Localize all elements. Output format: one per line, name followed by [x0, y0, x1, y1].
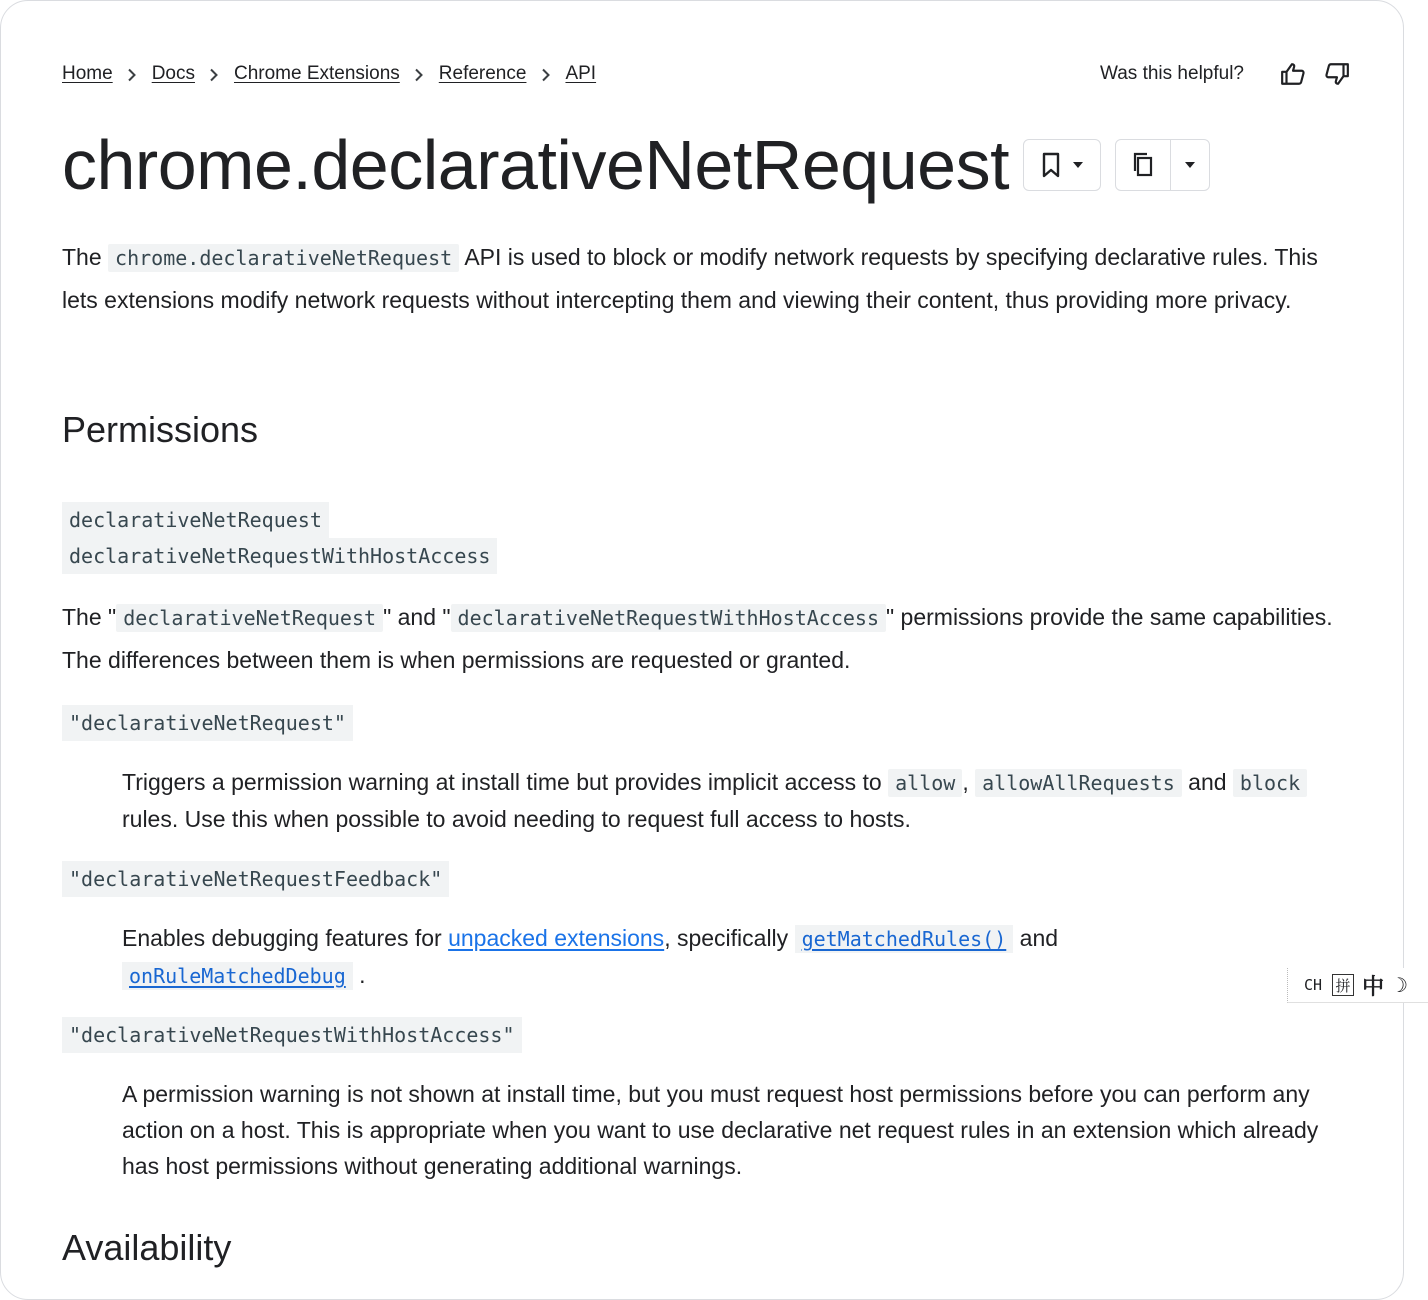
bookmark-button[interactable]: [1024, 140, 1100, 190]
desc-and: and: [1188, 769, 1227, 795]
availability-heading: Availability: [62, 1227, 232, 1268]
intro-text-post: API is used to block or modify network requests by specifying declarative rules. This lets extensions modify network requests without intercepting them and viewing their content, thus providing more privacy.: [62, 244, 1318, 313]
term-declarativenetrequestwithhostaccess-desc: A permission warning is not shown at install time, but you must request host permissions before you can perform any action on a host. This is appropriate when you want to use declarative net request rules in an extension which already has host permissions without generating additional warnings.: [122, 1081, 1319, 1179]
breadcrumb-reference[interactable]: Reference: [438, 63, 527, 84]
thumb-up-icon[interactable]: [1278, 59, 1308, 89]
term-declarativenetrequest-desc: [122, 764, 1342, 837]
chevron-right-icon: [113, 64, 152, 85]
ime-toolbar: [1287, 968, 1428, 1003]
chevron-right-icon: [526, 64, 565, 85]
ime-moon-icon[interactable]: ☽: [1390, 974, 1409, 997]
intro-text-pre: The: [62, 244, 102, 270]
code-block: block: [1233, 769, 1307, 797]
perm-para-code1: declarativeNetRequest: [116, 604, 383, 632]
perm-para-pre: The ": [62, 604, 117, 630]
term-declarativenetrequestwithhostaccess: "declarativeNetRequestWithHostAccess": [62, 1017, 522, 1053]
helpful-label: Was this helpful?: [1100, 63, 1244, 84]
desc-text: Enables debugging features for: [122, 925, 442, 951]
copy-icon: [1130, 151, 1156, 179]
perm-para-code2: declarativeNetRequestWithHostAccess: [451, 604, 886, 632]
unpacked-extensions-link[interactable]: unpacked extensions: [448, 925, 665, 951]
desc-text: Triggers a permission warning at install time but provides implicit access to: [122, 769, 882, 795]
onrulematcheddebug-link[interactable]: onRuleMatchedDebug: [122, 962, 353, 990]
title-row: [62, 119, 1210, 211]
breadcrumb: [62, 59, 596, 89]
breadcrumb-home[interactable]: Home: [62, 63, 113, 84]
helpful-feedback: [1100, 59, 1352, 89]
permission-item: declarativeNetRequest: [62, 502, 329, 538]
intro-paragraph: [62, 236, 1352, 321]
perm-para-post: " permissions provide the same capabilities. The differences between them is when permissions are requested or granted.: [62, 604, 1333, 673]
permissions-list: [62, 502, 497, 574]
desc-mid: , specifically: [664, 925, 789, 951]
bookmark-icon: [1039, 151, 1063, 179]
intro-code: chrome.declarativeNetRequest: [108, 244, 459, 272]
breadcrumb-api[interactable]: API: [565, 63, 597, 84]
thumb-down-icon[interactable]: [1322, 59, 1352, 89]
code-allow: allow: [888, 769, 962, 797]
bookmark-button-group: [1023, 139, 1101, 191]
caret-down-icon: [1183, 160, 1197, 170]
breadcrumb-docs[interactable]: Docs: [151, 63, 195, 84]
perm-para-mid: " and ": [383, 604, 451, 630]
ime-language-toggle[interactable]: CH: [1304, 976, 1323, 994]
permissions-heading: Permissions: [62, 409, 259, 450]
term-declarativenetrequestfeedback-desc: [122, 920, 1342, 994]
page-title: chrome.declarativeNetRequest: [62, 126, 1010, 204]
ime-pinyin-icon[interactable]: 拼: [1332, 974, 1354, 996]
term-declarativenetrequest: "declarativeNetRequest": [62, 705, 353, 741]
copy-options-dropdown[interactable]: [1170, 140, 1209, 190]
desc-and: and: [1019, 925, 1059, 951]
ime-chinese-mode[interactable]: 中: [1362, 973, 1385, 999]
permissions-paragraph: [62, 596, 1352, 681]
chevron-right-icon: [195, 64, 234, 85]
breadcrumb-chrome-extensions[interactable]: Chrome Extensions: [233, 63, 400, 84]
desc-end: .: [359, 962, 366, 988]
term-declarativenetrequestfeedback: "declarativeNetRequestFeedback": [62, 861, 449, 897]
code-allowallrequests: allowAllRequests: [975, 769, 1182, 797]
desc-text-post: rules. Use this when possible to avoid needing to request full access to hosts.: [122, 806, 911, 832]
getmatchedrules-link[interactable]: getMatchedRules(): [795, 925, 1014, 953]
copy-button-group: [1115, 139, 1210, 191]
permission-item: declarativeNetRequestWithHostAccess: [62, 538, 497, 574]
caret-down-icon: [1071, 160, 1085, 170]
chevron-right-icon: [400, 64, 439, 85]
desc-sep: ,: [962, 769, 969, 795]
copy-button[interactable]: [1116, 140, 1170, 190]
